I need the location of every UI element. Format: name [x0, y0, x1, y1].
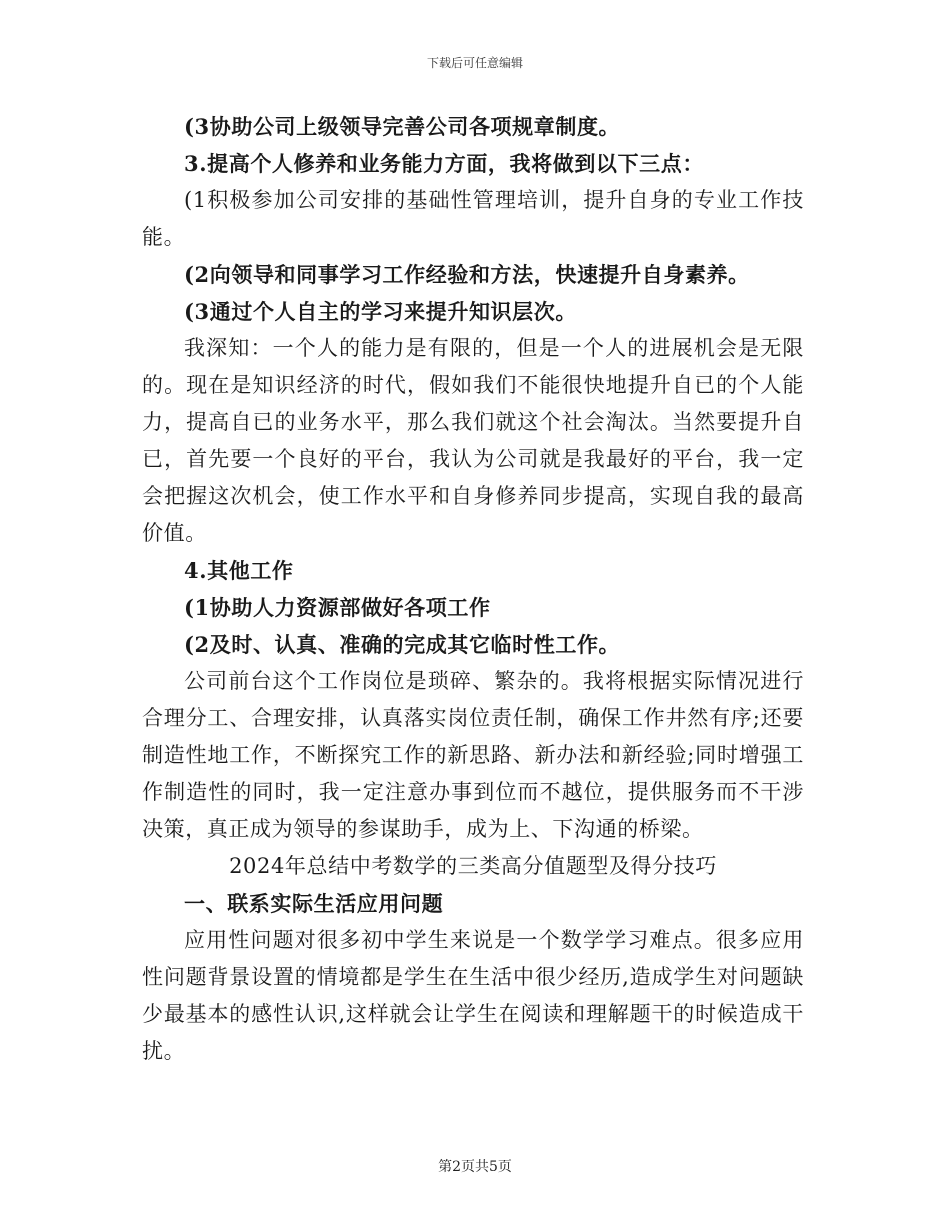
- document-title: 2024年总结中考数学的三类高分值题型及得分技巧: [229, 854, 717, 878]
- page-header: 下载后可任意编辑: [426, 56, 523, 70]
- section-heading-4: 4.其他工作: [184, 558, 294, 583]
- section-heading-one: 一、联系实际生活应用问题: [184, 891, 444, 916]
- section-heading-3: 3.提高个人修养和业务能力方面，我将做到以下三点：: [184, 151, 704, 176]
- paragraph-item-3-rules: (3协助公司上级领导完善公司各项规章制度。: [184, 114, 621, 139]
- paragraph-ability: 我深知：一个人的能力是有限的，但是一个人的进展机会是无限的。现在是知识经济的时代，假如我们不能很快地提升自已的个人能力，提高自已的业务水平，那么我们就这个社会淘汰。当然要提升自已，首先要一个良好的平台，我认为公司就是我最好的平台，我一定会把握这次机会，使工作水平和自身修养同步提高，实现自我的最高价值。: [142, 336, 804, 545]
- paragraph-item-3-self-study: (3通过个人自主的学习来提升知识层次。: [184, 299, 577, 324]
- paragraph-item-1-hr: (1协助人力资源部做好各项工作: [184, 595, 491, 620]
- paragraph-item-2-temporary: (2及时、认真、准确的完成其它临时性工作。: [184, 632, 621, 657]
- paragraph-item-2-learning: (2向领导和同事学习工作经验和方法，快速提升自身素养。: [184, 262, 750, 287]
- page-footer: 第2页共5页: [438, 1159, 512, 1175]
- paragraph-application: 应用性问题对很多初中学生来说是一个数学学习难点。很多应用性问题背景设置的情境都是学生在生活中很少经历,造成学生对问题缺少最基本的感性认识,这样就会让学生在阅读和理解题干的时候造成干扰。: [142, 928, 804, 1063]
- document-body: [142, 108, 804, 1070]
- paragraph-front-desk: 公司前台这个工作岗位是琐碎、繁杂的。我将根据实际情况进行合理分工、合理安排，认真落实岗位责任制，确保工作井然有序;还要制造性地工作，不断探究工作的新思路、新办法和新经验;同时增强工作制造性的同时，我一定注意办事到位而不越位，提供服务而不干涉决策，真正成为领导的参谋助手，成为上、下沟通的桥梁。: [142, 669, 804, 841]
- paragraph-item-1-training: (1积极参加公司安排的基础性管理培训，提升自身的专业工作技能。: [142, 188, 804, 249]
